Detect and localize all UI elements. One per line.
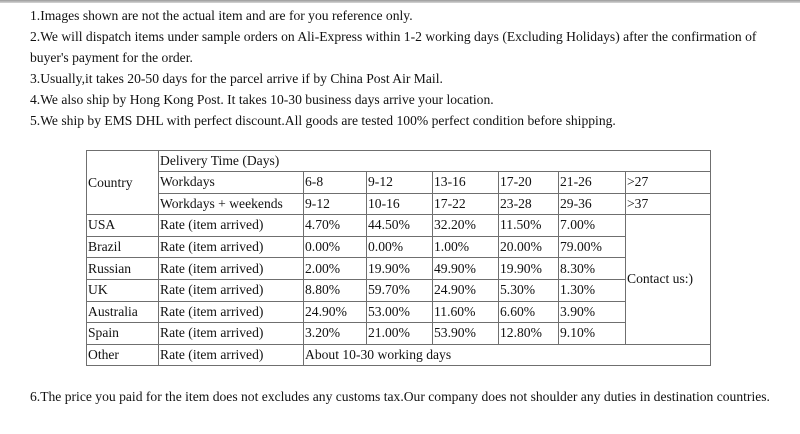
country-name: Other (87, 344, 159, 366)
note-6: 6.The price you paid for the item does not excludes any customs tax.Our company does not shoulder any duties in destination countries. (30, 389, 770, 404)
rate-cell: 24.90% (304, 301, 367, 323)
delivery-time-header: Delivery Time (Days) (159, 151, 711, 172)
rate-cell: 1.00% (433, 236, 499, 258)
note-5: 5.We ship by EMS DHL with perfect discount.All goods are tested 100% perfect condition before shipping. (30, 113, 616, 128)
weekend-range: 29-36 (559, 193, 626, 215)
shipping-notes (30, 5, 790, 131)
rate-cell: 53.00% (367, 301, 433, 323)
rate-label: Rate (item arrived) (159, 279, 304, 301)
top-border (0, 0, 800, 3)
rate-cell: 1.30% (559, 279, 626, 301)
country-name: Brazil (87, 236, 159, 258)
rate-cell: 5.30% (499, 279, 559, 301)
rate-cell: 19.90% (367, 258, 433, 280)
workdays-range: >27 (626, 172, 711, 194)
workdays-range: 9-12 (367, 172, 433, 194)
note-1: 1.Images shown are not the actual item and are for you reference only. (30, 8, 413, 23)
delivery-rate-table (86, 150, 711, 366)
rate-cell: 21.00% (367, 323, 433, 345)
rate-cell: 11.50% (499, 215, 559, 237)
rate-cell: 11.60% (433, 301, 499, 323)
rate-cell: 8.80% (304, 279, 367, 301)
table-row (87, 215, 711, 237)
weekend-range: >37 (626, 193, 711, 215)
workdays-weekends-label: Workdays + weekends (159, 193, 304, 215)
country-name: Russian (87, 258, 159, 280)
rate-label: Rate (item arrived) (159, 301, 304, 323)
rate-cell: 59.70% (367, 279, 433, 301)
weekend-range: 23-28 (499, 193, 559, 215)
weekend-range: 10-16 (367, 193, 433, 215)
contact-cell: Contact us:) (626, 215, 711, 345)
rate-cell: 0.00% (367, 236, 433, 258)
rate-cell: 6.60% (499, 301, 559, 323)
workdays-label: Workdays (159, 172, 304, 194)
rate-cell: 9.10% (559, 323, 626, 345)
rate-label: Rate (item arrived) (159, 236, 304, 258)
rate-cell: 3.90% (559, 301, 626, 323)
rate-cell: 24.90% (433, 279, 499, 301)
rate-cell: 32.20% (433, 215, 499, 237)
rate-label: Rate (item arrived) (159, 323, 304, 345)
workdays-range: 17-20 (499, 172, 559, 194)
country-name: Spain (87, 323, 159, 345)
note-2: 2.We will dispatch items under sample orders on Ali-Express within 1-2 working days (Excluding Holidays) after the confirmation of buyer's payment for the order. (30, 29, 757, 65)
rate-label: Rate (item arrived) (159, 258, 304, 280)
rate-label: Rate (item arrived) (159, 215, 304, 237)
rate-cell: 49.90% (433, 258, 499, 280)
rate-cell: 4.70% (304, 215, 367, 237)
rate-cell: 3.20% (304, 323, 367, 345)
workdays-range: 21-26 (559, 172, 626, 194)
table-row (87, 258, 711, 280)
country-name: USA (87, 215, 159, 237)
rate-cell: 7.00% (559, 215, 626, 237)
table-row (87, 323, 711, 345)
rate-cell: 44.50% (367, 215, 433, 237)
table-row (87, 344, 711, 366)
country-name: Australia (87, 301, 159, 323)
table-row (87, 236, 711, 258)
country-header: Country (87, 151, 159, 215)
rate-cell: 0.00% (304, 236, 367, 258)
weekend-range: 17-22 (433, 193, 499, 215)
workdays-range: 13-16 (433, 172, 499, 194)
rate-cell: 12.80% (499, 323, 559, 345)
other-delivery-text: About 10-30 working days (304, 344, 711, 366)
rate-cell: 79.00% (559, 236, 626, 258)
customs-note (30, 386, 770, 407)
table-row (87, 301, 711, 323)
rate-cell: 19.90% (499, 258, 559, 280)
note-4: 4.We also ship by Hong Kong Post. It takes 10-30 business days arrive your location. (30, 92, 494, 107)
rate-cell: 53.90% (433, 323, 499, 345)
rate-cell: 2.00% (304, 258, 367, 280)
rate-label: Rate (item arrived) (159, 344, 304, 366)
workdays-range: 6-8 (304, 172, 367, 194)
rate-cell: 20.00% (499, 236, 559, 258)
country-name: UK (87, 279, 159, 301)
table-row (87, 279, 711, 301)
weekend-range: 9-12 (304, 193, 367, 215)
note-3: 3.Usually,it takes 20-50 days for the parcel arrive if by China Post Air Mail. (30, 71, 443, 86)
rate-cell: 8.30% (559, 258, 626, 280)
